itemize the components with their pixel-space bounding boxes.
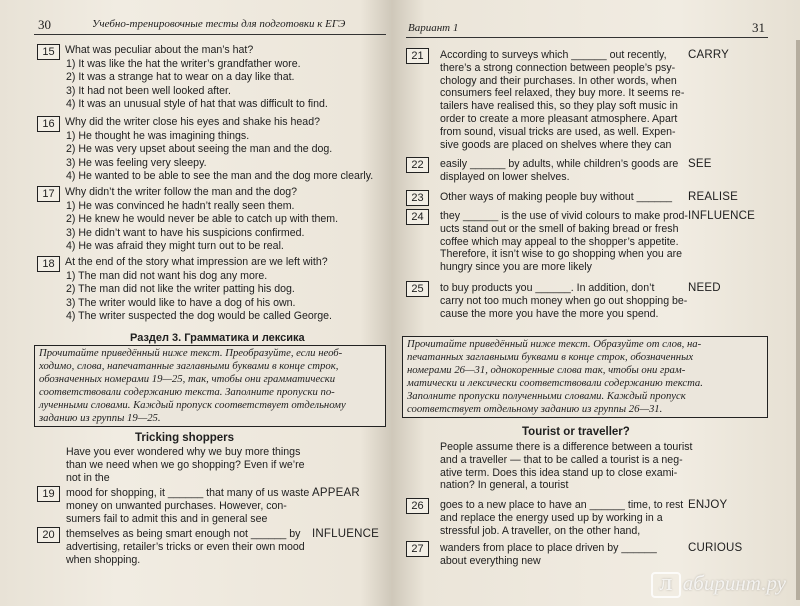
item-text-25 [440, 282, 687, 320]
option: 1) He was convinced he hadn’t really seen them. [66, 200, 295, 212]
option: 3) It had not been well looked after. [66, 85, 231, 97]
text-line: According to surveys which ______ out recently, [440, 49, 667, 61]
instruction-line: Прочитайте приведённый ниже текст. Преобразуйте, если необ- [39, 347, 343, 359]
text-line: consumers feel relaxed, they buy more. It seems re- [440, 87, 685, 100]
header-rule-right [406, 37, 768, 38]
option: 2) The man did not like the writer patting his dog. [66, 283, 295, 295]
word-form-25: NEED [688, 282, 721, 294]
instruction-line: матически и лексически соответствовали содержанию текста. [407, 376, 703, 389]
intro-paragraph-left [66, 446, 305, 484]
item-number-25: 25 [406, 281, 429, 297]
text-title-left: Tricking shoppers [135, 432, 235, 444]
item-number-23: 23 [406, 190, 429, 206]
text-line: ucts stand out or the smell of baking bread or fresh [440, 222, 679, 235]
text-line: tailers have realised this, so they play soft music in [440, 100, 678, 113]
question-text-18: At the end of the story what impression are we left with? [65, 256, 328, 268]
running-header-left: Учебно-тренировочные тесты для подготовки к ЕГЭ [92, 18, 346, 30]
item-number-24: 24 [406, 209, 429, 225]
item-number-22: 22 [406, 157, 429, 173]
text-line: stressful job. A traveller, on the other hand, [440, 524, 641, 537]
word-form-22: SEE [688, 158, 712, 170]
instruction-line: Прочитайте приведённый ниже текст. Образуйте от слов, на- [407, 338, 702, 350]
item-number-19: 19 [37, 486, 60, 502]
item-text-27 [440, 542, 657, 568]
text-line: sumers fail to admit this and in general see [66, 512, 268, 525]
instruction-line: печатанных заглавными буквами в конце строк, обозначенных [407, 350, 694, 363]
text-line: displayed on lower shelves. [440, 170, 570, 183]
text-line: not in the [66, 471, 110, 484]
text-line: hungry since you are more likely [440, 261, 592, 274]
question-text-16: Why did the writer close his eyes and shake his head? [65, 116, 320, 128]
word-form-19: APPEAR [312, 487, 360, 499]
instruction-line: соответствовали содержанию текста. Заполните пропуски по- [39, 385, 335, 398]
option: 3) He was feeling very sleepy. [66, 157, 207, 169]
word-form-23: REALISE [688, 191, 738, 203]
item-text-23 [440, 191, 672, 204]
text-line: to buy products you ______. In addition, don’t [440, 282, 655, 294]
text-line: they ______ is the use of vivid colours to make prod- [440, 210, 688, 222]
question-text-17: Why didn’t the writer follow the man and the dog? [65, 186, 298, 198]
text-line: Other ways of making people buy without ______ [440, 191, 673, 203]
option: 4) He wanted to be able to see the man and the dog more clearly. [66, 170, 374, 182]
option: 2) He was very upset about seeing the man and the dog. [66, 143, 333, 155]
option: 4) He was afraid they might turn out to be real. [66, 240, 284, 252]
page-edge [796, 40, 800, 600]
text-line: carry not too much money when go out shopping be- [440, 294, 688, 307]
item-text-19 [66, 487, 309, 525]
text-line: advertising, retailer’s tricks or even their own mood [66, 540, 305, 553]
text-title-right: Tourist or traveller? [522, 426, 630, 438]
text-line: goes to a new place to have an ______ time, to rest [440, 499, 684, 511]
option: 3) The writer would like to have a dog of his own. [66, 297, 296, 309]
left-page [0, 0, 392, 606]
instruction-box-left [34, 345, 386, 427]
text-line: ative term. Does this idea stand up to close exami- [440, 466, 678, 479]
item-text-21 [440, 49, 684, 151]
text-line: nation? In general, a tourist [440, 479, 569, 492]
instruction-line: обозначенных номерами 19—25, так, чтобы они грамматически [39, 372, 336, 385]
item-text-24 [440, 210, 688, 274]
section-title: Раздел 3. Грамматика и лексика [130, 332, 305, 344]
option: 1) The man did not want his dog any more. [66, 270, 268, 282]
header-rule-left [34, 34, 386, 35]
option: 1) He thought he was imagining things. [66, 130, 250, 142]
item-number-27: 27 [406, 541, 429, 557]
option: 3) He didn’t want to have his suspicions confirmed. [66, 227, 305, 239]
text-line: themselves as being smart enough not ______ by [66, 528, 301, 540]
watermark-letter: Л [651, 572, 681, 598]
text-line: and replace the energy used up by working in a [440, 511, 663, 524]
text-line: People assume there is a difference between a tourist [440, 441, 693, 453]
instruction-line: номерами 26—31, однокоренные слова так, чтобы они грам- [407, 363, 686, 376]
text-line: and a traveller — that to be called a tourist is a neg- [440, 453, 683, 466]
item-number-20: 20 [37, 527, 60, 543]
text-line: mood for shopping, it ______ that many of us waste [66, 487, 310, 499]
text-line: than we need when we go shopping? Even if we’re [66, 458, 305, 471]
text-line: Have you ever wondered why we buy more things [66, 446, 301, 458]
question-number-15: 15 [37, 44, 60, 60]
intro-paragraph-right [440, 441, 692, 492]
instruction-box-right [402, 336, 768, 418]
instruction-line: лученными словами. Каждый пропуск соответствует отдельному [39, 398, 346, 411]
labirint-watermark-logo [651, 571, 786, 598]
text-line: chology and their purchases. In other words, when [440, 74, 677, 87]
instruction-line: соответствует отдельному заданию из группы 26—31. [407, 402, 663, 415]
item-number-26: 26 [406, 498, 429, 514]
text-line: order to create a more pleasant atmosphere. Apart [440, 112, 678, 125]
item-text-26 [440, 499, 683, 537]
item-text-20 [66, 528, 305, 566]
text-line: Therefore, it isn’t wise to go shopping when you are [440, 248, 683, 261]
text-line: coffee which may appeal to the shopper’s appetite. [440, 235, 679, 248]
question-number-18: 18 [37, 256, 60, 272]
text-line: there’s a strong connection between people’s psy- [440, 61, 676, 74]
right-page [392, 0, 800, 606]
question-number-17: 17 [37, 186, 60, 202]
instruction-line: заданию из группы 19—25. [39, 411, 161, 424]
word-form-20: INFLUENCE [312, 528, 379, 540]
text-line: when shopping. [66, 553, 141, 566]
text-line: sive goods are placed on shelves where they can [440, 138, 672, 151]
word-form-26: ENJOY [688, 499, 728, 511]
option: 4) It was an unusual style of hat that was difficult to find. [66, 98, 328, 110]
option: 4) The writer suspected the dog would be called George. [66, 310, 332, 322]
question-number-16: 16 [37, 116, 60, 132]
item-number-21: 21 [406, 48, 429, 64]
question-text-15: What was peculiar about the man’s hat? [65, 44, 254, 56]
item-text-22 [440, 158, 678, 184]
word-form-24: INFLUENCE [688, 210, 755, 222]
word-form-21: CARRY [688, 49, 730, 61]
text-line: cause the more you have the more you spend. [440, 307, 659, 320]
text-line: wanders from place to place driven by ______ [440, 542, 657, 554]
option: 1) It was like the hat the writer’s grandfather wore. [66, 58, 301, 70]
running-header-right: Вариант 1 [408, 22, 459, 34]
text-line: easily ______ by adults, while children’s goods are [440, 158, 679, 170]
text-line: money on unwanted purchases. However, con- [66, 499, 287, 512]
text-line: about everything new [440, 554, 541, 567]
instruction-line: Заполните пропуски полученными словами. Каждый пропуск [407, 389, 686, 402]
option: 2) He knew he would never be able to catch up with them. [66, 213, 339, 225]
option: 2) It was a strange hat to wear on a day like that. [66, 71, 295, 83]
page-number-left: 30 [38, 17, 51, 32]
page-number-right: 31 [752, 20, 765, 35]
instruction-line: ходимо, слова, напечатанные заглавными буквами в конце строк, [39, 359, 339, 372]
watermark-text: абиринт.ру [682, 571, 786, 595]
word-form-27: CURIOUS [688, 542, 743, 554]
text-line: from sound, visual tricks are used, as well. Expen- [440, 125, 676, 138]
